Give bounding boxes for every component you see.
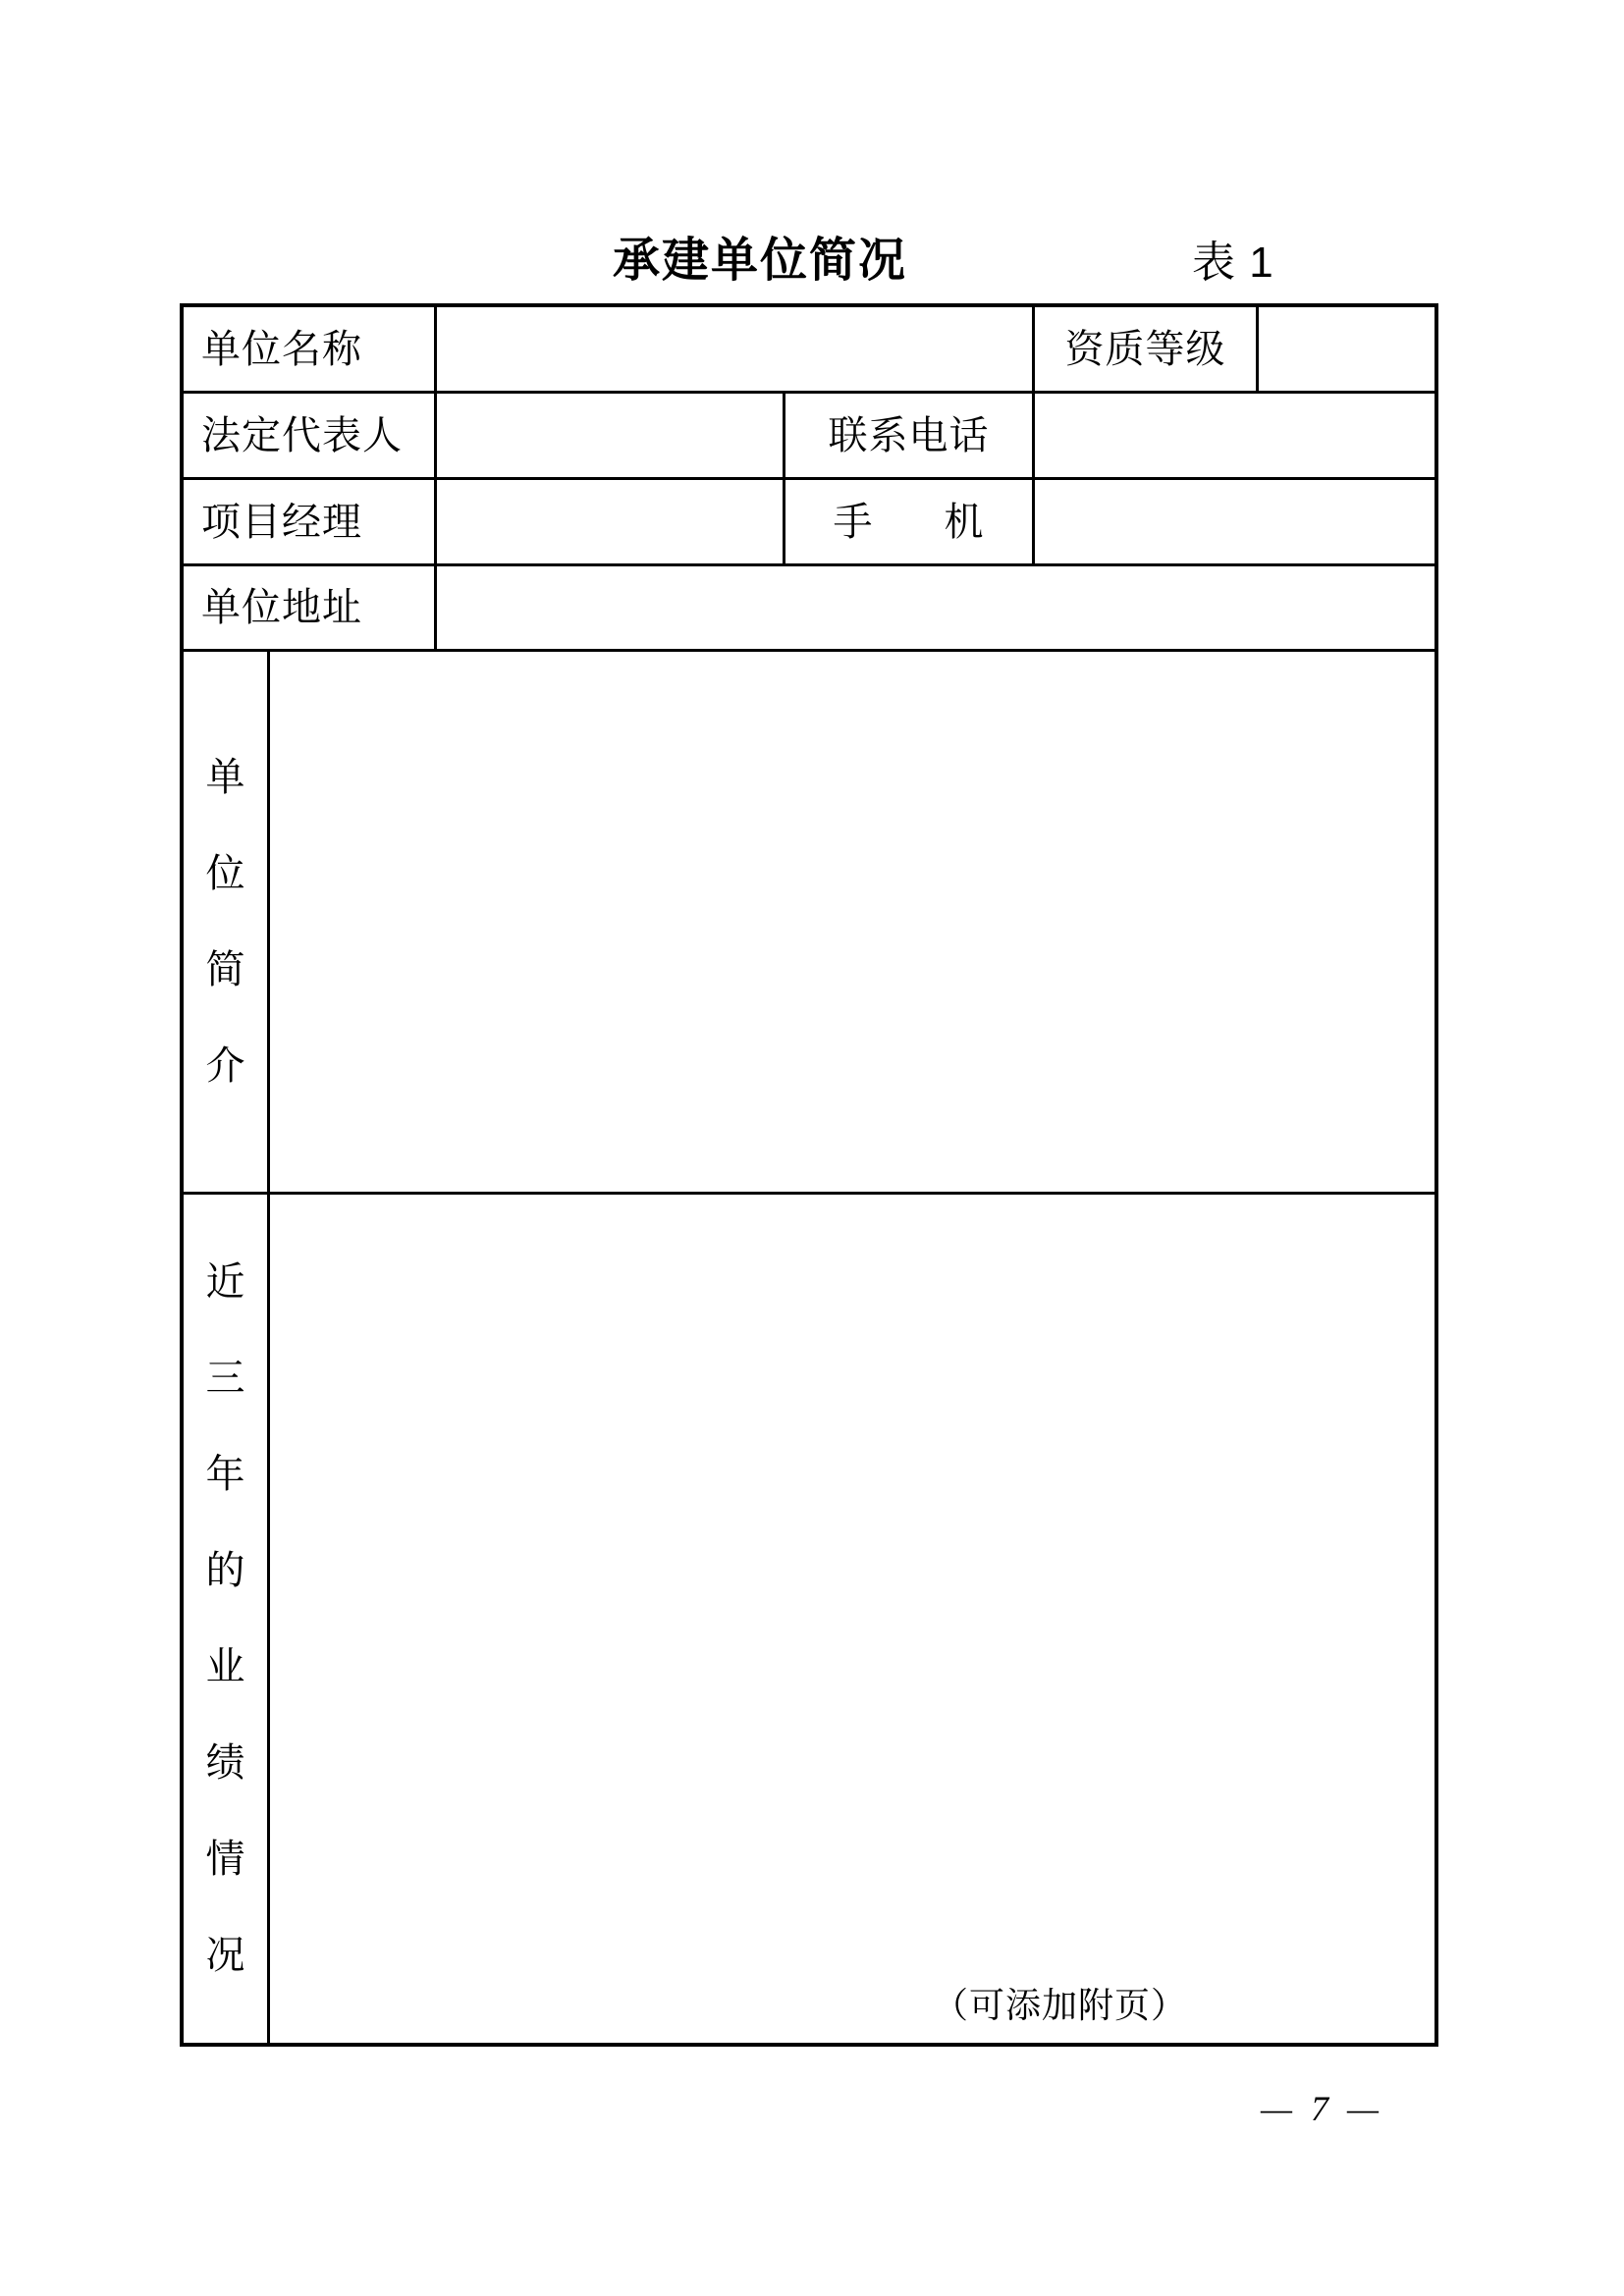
label-char: 年	[205, 1452, 245, 1496]
table-section-company-profile	[184, 652, 1435, 1195]
performance-content-cell	[270, 1195, 1435, 2043]
legal-representative-label-cell: 法定代表人	[184, 394, 437, 477]
label-char: 近	[205, 1259, 245, 1304]
label-char: 绩	[205, 1740, 245, 1785]
contact-phone-value-cell	[1035, 394, 1435, 477]
performance-label-cell	[184, 1195, 270, 2043]
legal-representative-value-cell	[437, 394, 785, 477]
label-char: 情	[205, 1837, 245, 1881]
project-manager-value-cell	[437, 480, 785, 563]
label-char: 况	[205, 1933, 245, 1977]
table-row-unit-address	[184, 566, 1435, 652]
label-char: 介	[205, 1043, 245, 1088]
table-row-project-manager	[184, 480, 1435, 566]
table-caption: 表 1	[1192, 239, 1274, 287]
unit-address-value-cell	[437, 566, 1435, 649]
table-row-unit-name	[184, 307, 1435, 394]
mobile-value-cell	[1035, 480, 1435, 563]
unit-address-label-cell: 单位地址	[184, 566, 437, 649]
contact-phone-label-cell: 联系电话	[785, 394, 1035, 477]
label-char: 三	[205, 1356, 245, 1400]
unit-name-label-cell: 单位名称	[184, 307, 437, 391]
company-profile-content-cell	[270, 652, 1435, 1192]
label-char: 业	[205, 1644, 245, 1688]
qualification-value-cell	[1259, 307, 1435, 391]
label-char: 机	[944, 499, 985, 544]
unit-name-value-cell	[437, 307, 1035, 391]
label-char: 单	[205, 755, 245, 799]
table-section-performance	[184, 1195, 1435, 2043]
attachment-note: （可添加附页）	[932, 1985, 1187, 2025]
label-char: 手	[833, 499, 874, 544]
table-row-legal-representative	[184, 394, 1435, 480]
project-manager-label-cell: 项目经理	[184, 480, 437, 563]
qualification-label-cell: 资质等级	[1035, 307, 1259, 391]
label-char: 简	[205, 947, 245, 991]
company-profile-label-cell	[184, 652, 270, 1192]
label-char: 的	[205, 1548, 245, 1592]
contractor-info-table	[180, 303, 1438, 2047]
page-title: 承建单位简况	[613, 235, 908, 287]
mobile-label-cell	[785, 480, 1035, 563]
page-number: — 7 —	[1261, 2089, 1384, 2128]
label-char: 位	[205, 851, 245, 895]
